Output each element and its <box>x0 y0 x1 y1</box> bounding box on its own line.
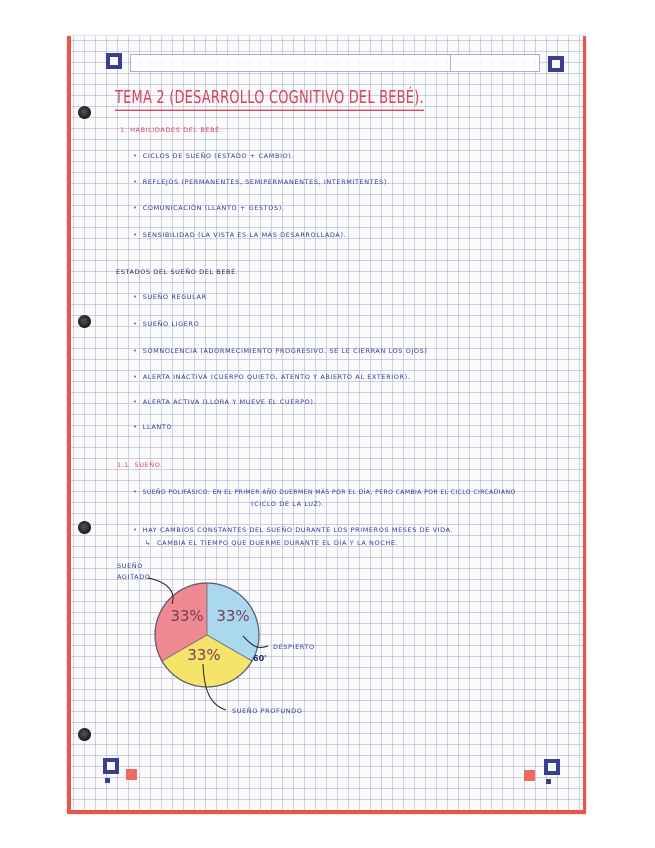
callout-agitado-line2: AGITADO <box>117 573 151 581</box>
list-item-text: LLANTO <box>142 423 173 431</box>
bullet-icon: • <box>133 178 138 186</box>
bullet-icon: • <box>133 320 138 328</box>
bullet-icon: • <box>133 423 138 431</box>
section-heading-estados: ESTADOS DEL SUEÑO DEL BEBÉ. <box>116 268 239 276</box>
list-item-text: SENSIBILIDAD (LA VISTA ES LA MÁS DESARROLLADA). <box>142 231 347 239</box>
bullet-icon: • <box>133 204 138 212</box>
list-item-continuation: (CICLO DE LA LUZ). <box>251 500 325 508</box>
callout-agitado-line1: SUEÑO <box>117 562 143 570</box>
page-title: TEMA 2 (DESARROLLO COGNITIVO DEL BEBÉ). <box>115 88 424 111</box>
list-item-text: CICLOS DE SUEÑO (ESTADO + CAMBIO). <box>142 152 295 160</box>
bullet-icon: • <box>133 526 138 534</box>
list-item-text: SUEÑO POLIFÁSICO: EN EL PRIMER AÑO DUERMEN MÁS POR EL DÍA, PERO CAMBIA POR EL CICLO CIRCADIANO <box>142 489 516 496</box>
callout-profundo: SUEÑO PROFUNDO <box>232 707 303 715</box>
return-arrow-icon: ↳ <box>145 539 152 547</box>
list-item-text: CAMBIA EL TIEMPO QUE DUERME DURANTE EL DÍA Y LA NOCHE. <box>157 539 399 547</box>
bullet-icon: • <box>133 373 138 381</box>
list-item-text: SOMNOLENCIA (ADORMECIMIENTO PROGRESIVO, SE LE CIERRAN LOS OJOS) <box>142 347 428 355</box>
angle-annotation: 60' <box>253 654 267 663</box>
bullet-icon: • <box>133 231 138 239</box>
section-heading-text: 1. HABILIDADES DEL BEBÉ. <box>120 126 223 134</box>
bullet-icon: • <box>133 347 138 355</box>
list-item-text: ALERTA ACTIVA (LLORA Y MUEVE EL CUERPO). <box>142 398 317 406</box>
pie-slice-label: 33% <box>170 607 204 625</box>
callout-despierto: DESPIERTO <box>273 643 315 651</box>
list-item-text: SUEÑO LIGERO <box>142 320 200 328</box>
list-item-text: REFLEJOS (PERMANENTES, SEMIPERMANENTES, INTERMITENTES). <box>142 178 390 186</box>
list-item-text: ALERTA INACTIVA (CUERPO QUIETO, ATENTO Y ABIERTO AL EXTERIOR). <box>142 373 411 381</box>
pie-slice-label: 33% <box>187 646 221 664</box>
bullet-icon: • <box>133 398 138 406</box>
list-item-text: HAY CAMBIOS CONSTANTES DEL SUEÑO DURANTE LOS PRIMEROS MESES DE VIDA. <box>142 526 454 534</box>
bullet-icon: • <box>133 293 138 301</box>
pie-slice-label: 33% <box>216 607 250 625</box>
bullet-icon: • <box>133 488 138 496</box>
list-item-text: COMUNICACIÓN (LLANTO + GESTOS). <box>142 204 285 212</box>
section-heading-sueno: 1.1. SUEÑO. <box>117 461 163 469</box>
list-item-text: SUEÑO REGULAR <box>142 293 207 301</box>
bullet-icon: • <box>133 152 138 160</box>
